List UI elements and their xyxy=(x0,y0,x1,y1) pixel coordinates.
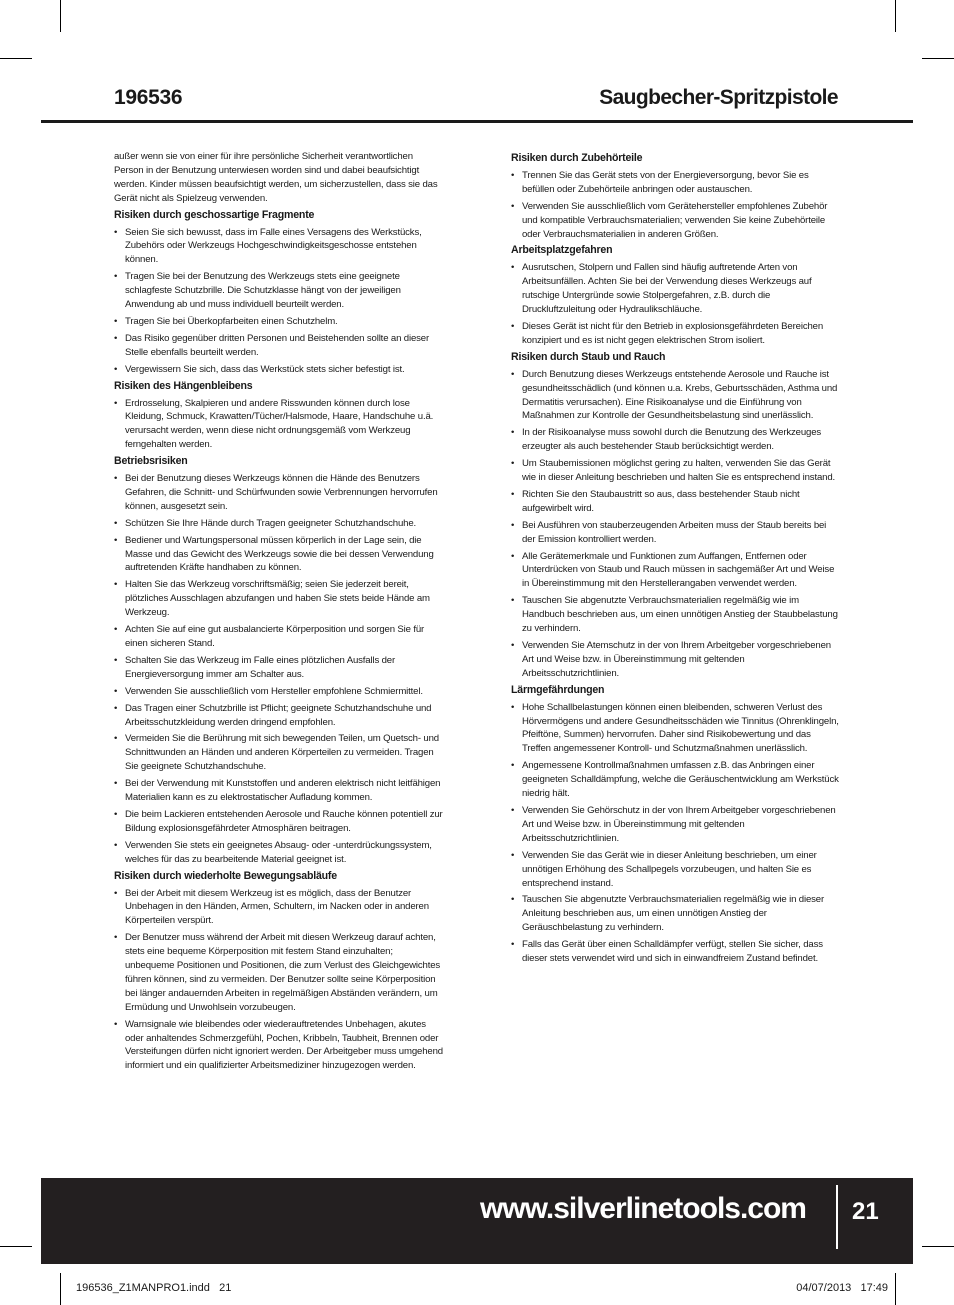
page-number: 21 xyxy=(852,1198,879,1225)
bullet-list xyxy=(114,226,444,377)
list-item: • Dieses Gerät ist nicht für den Betrieb in explosionsgefährdeten Bereichen konzipiert und es ist nicht gegen elektrischen Strom isoliert. xyxy=(511,320,841,348)
list-item: • Die beim Lackieren entstehenden Aerosole und Rauche können potentiell zur Bildung explosionsgefährdeter Atmosphären beitragen. xyxy=(114,808,444,836)
list-item: • Richten Sie den Staubaustritt so aus, dass bestehender Staub nicht aufgewirbelt wird. xyxy=(511,488,841,516)
list-item: • Tragen Sie bei der Benutzung des Werkzeugs stets eine geeignete schlagfeste Schutzbrille. Die Schutzklasse hängt von der jeweiligen Anwendung ab und muss individuell beurteilt werden. xyxy=(114,270,444,312)
list-item: • Achten Sie auf eine gut ausbalancierte Körperposition und sorgen Sie für einen sicheren Stand. xyxy=(114,623,444,651)
website-link[interactable]: www.silverlinetools.com xyxy=(480,1192,806,1225)
list-item: • Halten Sie das Werkzeug vorschriftsmäßig; seien Sie jederzeit bereit, plötzliches Ausschlagen abzufangen und haben Sie stets beide Hände am Werkzeug. xyxy=(114,578,444,620)
header-divider xyxy=(41,120,913,123)
list-item: • Erdrosselung, Skalpieren und andere Risswunden können durch lose Kleidung, Schmuck, Krawatten/Tücher/Halsmode, Haare, Handschuhe u.ä. verursacht werden, wenn diese nicht ordnungsgemäß vom Werkzeug ferngehalten werden. xyxy=(114,397,444,453)
intro-paragraph: außer wenn sie von einer für ihre persönliche Sicherheit verantwortlichen Person in der Benutzung unterwiesen worden sind und dabei beaufsichtigt werden. Kinder müssen beaufsichtigt werden, um sicherzustellen, dass sie das Gerät nicht als Spielzeug verwenden. xyxy=(114,151,438,204)
list-item: • Alle Gerätemerkmale und Funktionen zum Auffangen, Entfernen oder Unterdrücken von Staub und Rauch müssen in sachgemäßer Art und Weise in Übereinstimmung mit den Herstellerangaben verwendet werden. xyxy=(511,550,841,592)
crop-mark xyxy=(60,1273,61,1305)
list-item: • Schalten Sie das Werkzeug im Falle eines plötzlichen Ausfalls der Energieversorgung immer am Schalter aus. xyxy=(114,654,444,682)
list-item: • Angemessene Kontrollmaßnahmen umfassen z.B. das Anbringen einer geeigneten Schalldämpfung, welche die Geräuschentwicklung am Werkstück niedrig hält. xyxy=(511,759,841,801)
product-code: 196536 xyxy=(114,86,183,109)
list-item: • Das Risiko gegenüber dritten Personen und Beistehenden sollte an dieser Stelle ebenfalls beurteilt werden. xyxy=(114,332,444,360)
section-heading: Risiken durch geschossartige Fragmente xyxy=(114,208,315,221)
list-item: • Bei der Arbeit mit diesem Werkzeug ist es möglich, dass der Benutzer Unbehagen in den Händen, Armen, Schultern, im Nacken oder in anderen Körperteilen verspürt. xyxy=(114,887,444,929)
crop-mark xyxy=(0,1246,32,1247)
list-item: • Verwenden Sie Gehörschutz in der von Ihrem Arbeitgeber vorgeschriebenen Art und Weise bzw. in Übereinstimmung mit geltenden Arbeitsschutzrichtlinien. xyxy=(511,804,841,846)
print-file-slug: 196536_Z1MANPRO1.indd 21 xyxy=(76,1282,232,1294)
crop-mark xyxy=(0,58,32,59)
list-item: • Hohe Schallbelastungen können einen bleibenden, schweren Verlust des Hörvermögens und andere Gesundheitsschäden wie Tinnitus (Ohrenklingeln, Pfeiftöne, Summen) hervorrufen. Daher sind Risikobewertung und das Treffen angemessener Kontroll- und Schutzmaßnahmen unerlässlich. xyxy=(511,701,841,757)
bullet-list xyxy=(511,261,841,347)
crop-mark xyxy=(922,1246,954,1247)
left-column xyxy=(114,150,444,1076)
bullet-list xyxy=(511,169,841,242)
list-item: • Schützen Sie Ihre Hände durch Tragen geeigneter Schutzhandschuhe. xyxy=(114,517,444,531)
list-item: • Trennen Sie das Gerät stets von der Energieversorgung, bevor Sie es befüllen oder Zubehörteile anbringen oder austauschen. xyxy=(511,169,841,197)
list-item: • Der Benutzer muss während der Arbeit mit diesen Werkzeug darauf achten, stets eine bequeme Körperposition mit festem Stand einzuhalten; unbequeme Positionen und Positionen, die zum Verlust des Gleichgewichtes führen können, sind zu vermeiden. Der Benutzer sollte seine Körperposition bei länger andauernden Arbeiten in regelmäßigen Abständen verändern, um Ermüdung und Unwohlsein vorzubeugen. xyxy=(114,931,444,1014)
list-item: • Bei Ausführen von stauberzeugenden Arbeiten muss der Staub bereits bei der Emission kontrolliert werden. xyxy=(511,519,841,547)
list-item: • Bei der Benutzung dieses Werkzeugs können die Hände des Benutzers Gefahren, die Schnitt- und Schürfwunden sowie Verbrennungen hervorrufen können, ausgesetzt sein. xyxy=(114,472,444,514)
crop-mark xyxy=(895,1273,896,1305)
list-item: • Bediener und Wartungspersonal müssen körperlich in der Lage sein, die Masse und das Gewicht des Werkzeugs sowie die bei dessen Verwendung auftretenden Kräfte handhaben zu können. xyxy=(114,534,444,576)
list-item: • Falls das Gerät über einen Schalldämpfer verfügt, stellen Sie sicher, dass dieser stets verwendet wird und sich in einwandfreiem Zustand befindet. xyxy=(511,938,841,966)
bullet-list xyxy=(114,472,444,867)
list-item: • Tauschen Sie abgenutzte Verbrauchsmaterialien regelmäßig wie im Handbuch beschrieben aus, um einen unnötigen Anstieg der Staubbelastung zu verhindern. xyxy=(511,594,841,636)
footer-divider xyxy=(836,1185,838,1249)
list-item: • Ausrutschen, Stolpern und Fallen sind häufig auftretende Arten von Arbeitsunfällen. Achten Sie bei der Verwendung dieses Werkzeugs auf rutschige Untergründe sowie Stolpergefahren, z.B. durch die Druckluftzuleitung oder Hydraulikschläuche. xyxy=(511,261,841,317)
bullet-list xyxy=(511,701,841,966)
bullet-list xyxy=(511,368,841,681)
bullet-list xyxy=(114,887,444,1074)
list-item: • Tragen Sie bei Überkopfarbeiten einen Schutzhelm. xyxy=(114,315,444,329)
crop-mark xyxy=(922,58,954,59)
bullet-list xyxy=(114,397,444,453)
list-item: • Vergewissern Sie sich, dass das Werkstück stets sicher befestigt ist. xyxy=(114,363,444,377)
crop-mark xyxy=(895,0,896,32)
list-item: • Seien Sie sich bewusst, dass im Falle eines Versagens des Werkstücks, Zubehörs oder Werkzeugs Hochgeschwindigkeitsgeschosse entstehen können. xyxy=(114,226,444,268)
section-heading: Arbeitsplatzgefahren xyxy=(511,244,613,257)
list-item: • Verwenden Sie stets ein geeignetes Absaug- oder -unterdrückungssystem, welches für das zu bearbeitende Material geeignet ist. xyxy=(114,839,444,867)
section-heading: Risiken durch Staub und Rauch xyxy=(511,350,666,363)
page-title: Saugbecher-Spritzpistole xyxy=(599,86,838,109)
section-heading: Lärmgefährdungen xyxy=(511,683,605,696)
list-item: • Verwenden Sie ausschließlich vom Gerätehersteller empfohlenes Zubehör und kompatible Verbrauchsmaterialien; verwenden Sie keine Zubehörteile oder Verbrauchsmaterialien in anderen Größen. xyxy=(511,200,841,242)
section-heading: Risiken durch Zubehörteile xyxy=(511,152,643,164)
list-item: • Verwenden Sie das Gerät wie in dieser Anleitung beschrieben, um einer unnötigen Erhöhung des Schallpegels vorzubeugen, und halten Sie es entsprechend instand. xyxy=(511,849,841,891)
list-item: • Warnsignale wie bleibendes oder wiederauftretendes Unbehagen, akutes oder anhaltendes Schmerzgefühl, Pochen, Kribbeln, Taubheit, Brennen oder Versteifungen dürfen nicht ignoriert werden. Der Arbeitgeber muss umgehend informiert und ein qualifizierter Arbeitsmediziner hinzugezogen werden. xyxy=(114,1018,444,1074)
list-item: • In der Risikoanalyse muss sowohl durch die Benutzung des Werkzeuges erzeugter als auch bestehender Staub berücksichtigt werden. xyxy=(511,426,841,454)
section-heading: Betriebsrisiken xyxy=(114,455,188,468)
list-item: • Das Tragen einer Schutzbrille ist Pflicht; geeignete Schutzhandschuhe und Arbeitsschutzkleidung werden dringend empfohlen. xyxy=(114,702,444,730)
list-item: • Durch Benutzung dieses Werkzeugs entstehende Aerosole und Rauche ist gesundheitsschädlich (und können u.a. Krebs, Geburtsschäden, Asthma und Dermatitis verursachen). Eine Risikoanalyse und die Einführung von Maßnahmen zur Kontrolle der Gesundheitsbelastung sind unerlässlich. xyxy=(511,368,841,424)
section-heading: Risiken durch wiederholte Bewegungsabläufe xyxy=(114,869,337,882)
crop-mark xyxy=(60,0,61,32)
list-item: • Bei der Verwendung mit Kunststoffen und anderen elektrisch nicht leitfähigen Materialien kann es zu elektrostatischer Aufladung kommen. xyxy=(114,777,444,805)
list-item: • Vermeiden Sie die Berührung mit sich bewegenden Teilen, um Quetsch- und Schnittwunden an Händen und anderen Körperteilen zu vermeiden. Tragen Sie geeignete Schutzhandschuhe. xyxy=(114,732,444,774)
list-item: • Um Staubemissionen möglichst gering zu halten, verwenden Sie das Gerät wie in dieser Anleitung beschrieben und halten Sie es entsprechend instand. xyxy=(511,457,841,485)
list-item: • Tauschen Sie abgenutzte Verbrauchsmaterialien regelmäßig wie in dieser Anleitung beschrieben aus, um einen unnötigen Anstieg der Geräuschbelastung zu verhindern. xyxy=(511,893,841,935)
print-date-slug: 04/07/2013 17:49 xyxy=(796,1282,888,1294)
right-column xyxy=(511,150,841,969)
list-item: • Verwenden Sie Atemschutz in der von Ihrem Arbeitgeber vorgeschriebenen Art und Weise bzw. in Übereinstimmung mit geltenden Arbeitsschutzrichtlinien. xyxy=(511,639,841,681)
list-item: • Verwenden Sie ausschließlich vom Hersteller empfohlene Schmiermittel. xyxy=(114,685,444,699)
section-heading: Risiken des Hängenbleibens xyxy=(114,379,253,392)
